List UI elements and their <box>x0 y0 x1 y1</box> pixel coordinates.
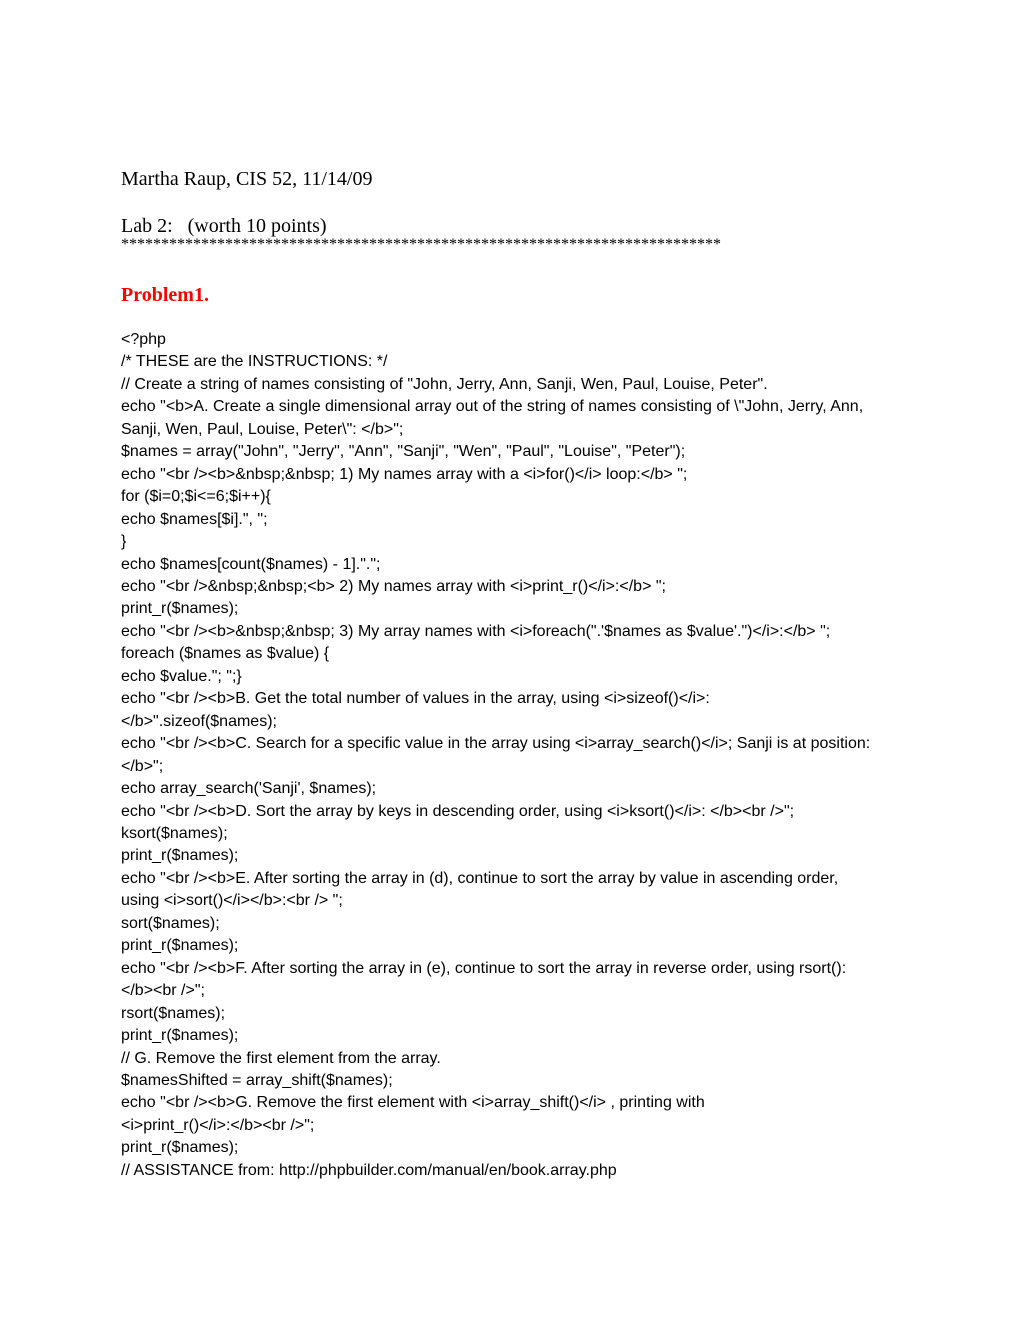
code-line: echo "<br /><b>&nbsp;&nbsp; 1) My names array with a <i>for()</i> loop:</b> "; <box>121 465 688 483</box>
code-line: echo $value."; ";} <box>121 667 242 685</box>
code-line: // Create a string of names consisting of "John, Jerry, Ann, Sanji, Wen, Paul, Louise, Peter". <box>121 375 768 393</box>
code-line: $names = array("John", "Jerry", "Ann", "Sanji", "Wen", "Paul", "Louise", "Peter"); <box>121 443 686 461</box>
code-line: echo "<br /><b>B. Get the total number of values in the array, using <i>sizeof()</i>: <box>121 690 710 708</box>
code-line: /* THESE are the INSTRUCTIONS: */ <box>121 353 388 371</box>
code-line: } <box>121 533 127 551</box>
code-line: echo "<b>A. Create a single dimensional array out of the string of names consisting of \"John, Jerry, Ann, <box>121 398 864 416</box>
code-line: print_r($names); <box>121 847 239 865</box>
code-block <box>121 329 911 1182</box>
code-line: <i>print_r()</i>:</b><br />"; <box>121 1116 315 1134</box>
code-line: echo "<br /><b>G. Remove the first element with <i>array_shift()</i> , printing with <box>121 1094 705 1112</box>
code-line: rsort($names); <box>121 1004 226 1022</box>
code-line: print_r($names); <box>121 600 239 618</box>
code-line: ksort($names); <box>121 824 228 842</box>
code-line: echo "<br /><b>C. Search for a specific value in the array using <i>array_search()</i>; Sanji is at position: <box>121 735 871 753</box>
code-line: for ($i=0;$i<=6;$i++){ <box>121 488 271 506</box>
code-line: echo "<br /><b>D. Sort the array by keys in descending order, using <i>ksort()</i>: </b><br />"; <box>121 802 795 820</box>
code-line: </b>".sizeof($names); <box>121 712 277 730</box>
code-line: echo $names[$i].", "; <box>121 510 268 528</box>
code-line: using <i>sort()</i></b>:<br /> "; <box>121 892 343 910</box>
code-line: print_r($names); <box>121 1139 239 1157</box>
code-line: print_r($names); <box>121 1027 239 1045</box>
code-line: echo "<br /><b>&nbsp;&nbsp; 3) My array names with <i>foreach(".'$names as $value'.")</i>:</b> "; <box>121 622 831 640</box>
code-line: // G. Remove the first element from the array. <box>121 1049 441 1067</box>
code-line: <?php <box>121 331 166 348</box>
author-line: Martha Raup, CIS 52, 11/14/09 <box>121 168 373 190</box>
code-line: echo "<br /><b>F. After sorting the array in (e), continue to sort the array in reverse order, using rsort(): <box>121 959 847 977</box>
code-line: sort($names); <box>121 914 220 932</box>
code-line: Sanji, Wen, Paul, Louise, Peter\": </b>"; <box>121 420 404 438</box>
code-line: foreach ($names as $value) { <box>121 645 330 663</box>
code-line: echo $names[count($names) - 1]."."; <box>121 555 381 573</box>
code-line: </b>"; <box>121 757 164 775</box>
code-line: echo "<br /><b>E. After sorting the array in (d), continue to sort the array by value in ascending order, <box>121 869 839 887</box>
code-line: echo array_search('Sanji', $names); <box>121 780 377 798</box>
code-line: // ASSISTANCE from: http://phpbuilder.com/manual/en/book.array.php <box>121 1161 617 1179</box>
asterisk-separator: *************************************************************************** <box>121 236 721 253</box>
code-line: $namesShifted = array_shift($names); <box>121 1071 393 1089</box>
code-line: echo "<br />&nbsp;&nbsp;<b> 2) My names array with <i>print_r()</i>:</b> "; <box>121 577 666 595</box>
problem-heading: Problem1. <box>121 284 209 306</box>
code-line: print_r($names); <box>121 937 239 955</box>
code-line: </b><br />"; <box>121 982 205 1000</box>
lab-title: Lab 2: (worth 10 points) <box>121 215 327 237</box>
